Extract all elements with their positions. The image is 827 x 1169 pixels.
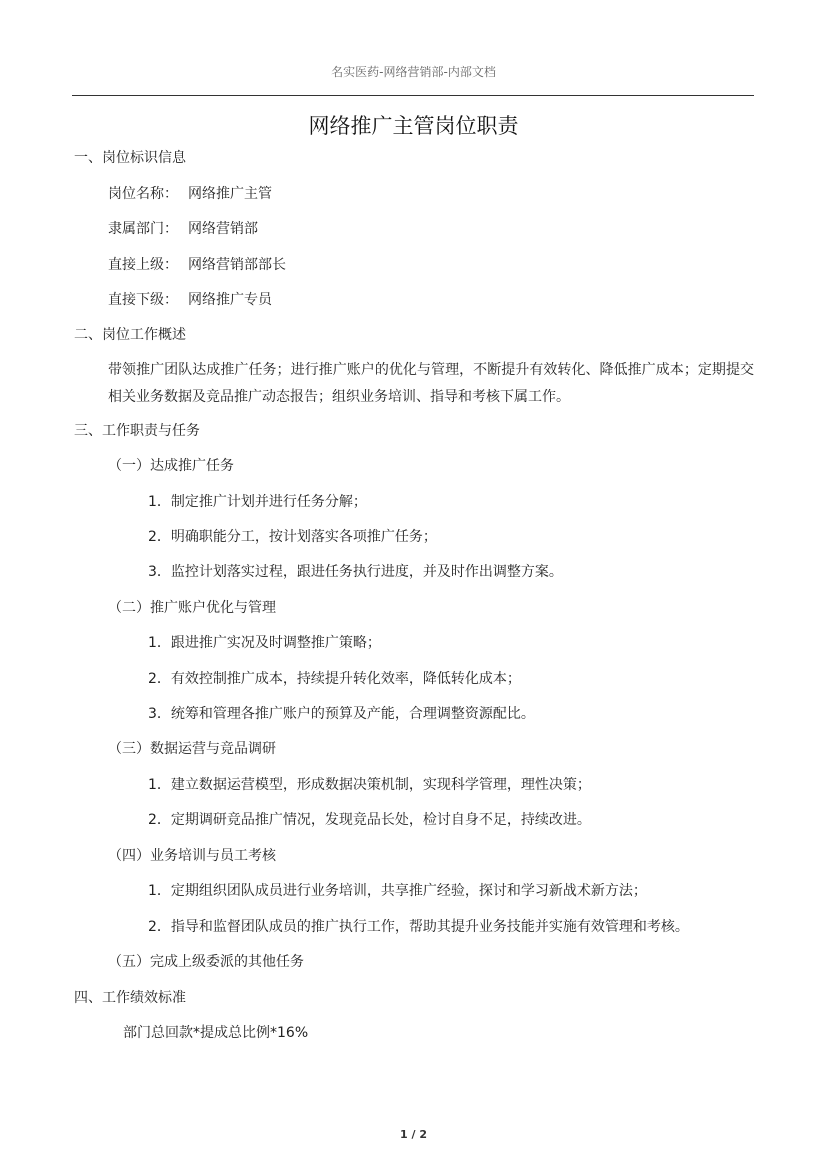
- list-item: 1．定期组织团队成员进行业务培训，共享推广经验，探讨和学习新战术新方法；: [148, 883, 647, 899]
- page-header: 名实医药-网络营销部-内部文档: [331, 65, 496, 79]
- section-heading-3: 三、工作职责与任务: [74, 423, 200, 439]
- field-value: 网络推广专员: [188, 292, 272, 308]
- sub-heading-1: （一）达成推广任务: [108, 458, 234, 474]
- field-label: 直接下级：: [108, 292, 178, 308]
- field-row-position: [108, 184, 272, 204]
- field-row-subordinate: [108, 290, 272, 310]
- list-item: 3．监控计划落实过程，跟进任务执行进度，并及时作出调整方案。: [148, 564, 563, 580]
- sub-heading-5: （五）完成上级委派的其他任务: [108, 954, 304, 970]
- performance-formula: 部门总回款*提成总比例*16%: [123, 1025, 309, 1041]
- document-title: 网络推广主管岗位职责: [308, 114, 519, 138]
- section-heading-4: 四、工作绩效标准: [74, 990, 186, 1006]
- sub-heading-2: （二）推广账户优化与管理: [108, 600, 276, 616]
- field-label: 岗位名称：: [108, 186, 178, 202]
- field-label: 直接上级：: [108, 257, 178, 273]
- field-row-department: [108, 219, 258, 239]
- list-item: 1．建立数据运营模型，形成数据决策机制，实现科学管理，理性决策；: [148, 777, 591, 793]
- list-item: 3．统筹和管理各推广账户的预算及产能，合理调整资源配比。: [148, 706, 535, 722]
- list-item: 2．定期调研竞品推广情况，发现竞品长处，检讨自身不足，持续改进。: [148, 812, 591, 828]
- list-item: 1．制定推广计划并进行任务分解；: [148, 494, 367, 510]
- page-number: 1 / 2: [400, 1128, 427, 1141]
- section-heading-1: 一、岗位标识信息: [74, 150, 186, 166]
- field-value: 网络营销部: [188, 221, 258, 237]
- field-row-superior: [108, 255, 286, 275]
- field-label: 隶属部门：: [108, 221, 178, 237]
- overview-paragraph: 带领推广团队达成推广任务；进行推广账户的优化与管理，不断提升有效转化、降低推广成本；定期提交相关业务数据及竞品推广动态报告；组织业务培训、指导和考核下属工作。: [108, 362, 754, 405]
- list-item: 2．指导和监督团队成员的推广执行工作，帮助其提升业务技能并实施有效管理和考核。: [148, 919, 689, 935]
- list-item: 1．跟进推广实况及时调整推广策略；: [148, 635, 381, 651]
- field-value: 网络营销部部长: [188, 257, 286, 273]
- section-heading-2: 二、岗位工作概述: [74, 327, 186, 343]
- header-divider: [72, 95, 754, 96]
- list-item: 2．明确职能分工，按计划落实各项推广任务；: [148, 529, 437, 545]
- list-item: 2．有效控制推广成本，持续提升转化效率，降低转化成本；: [148, 671, 521, 687]
- sub-heading-3: （三）数据运营与竞品调研: [108, 741, 276, 757]
- field-value: 网络推广主管: [188, 186, 272, 202]
- sub-heading-4: （四）业务培训与员工考核: [108, 848, 276, 864]
